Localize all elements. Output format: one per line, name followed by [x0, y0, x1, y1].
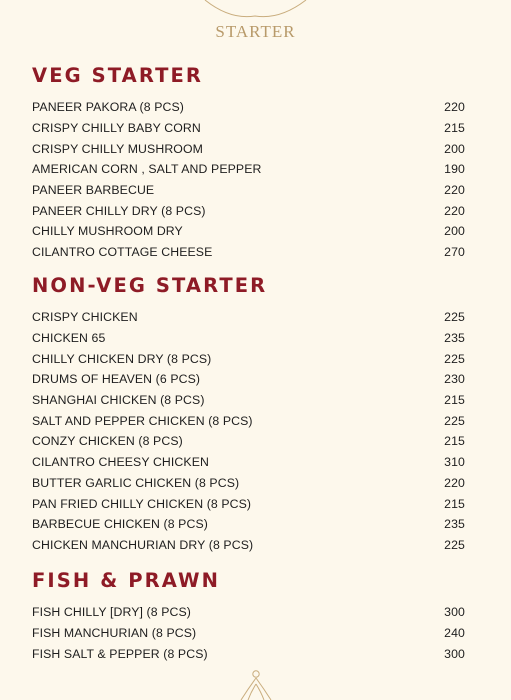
menu-item: [32, 643, 465, 664]
menu-item: [32, 242, 465, 263]
item-name: PAN FRIED CHILLY CHICKEN (8 PCS): [32, 496, 252, 511]
item-name: CILANTRO COTTAGE CHEESE: [32, 245, 213, 260]
item-name: DRUMS OF HEAVEN (6 PCS): [32, 372, 201, 387]
item-price: 215: [444, 434, 465, 449]
item-name: FISH SALT & PEPPER (8 PCS): [32, 646, 208, 661]
menu-item: [32, 493, 465, 514]
section-title: FISH & PRAWN: [32, 569, 221, 592]
item-name: FISH MANCHURIAN (8 PCS): [32, 626, 197, 641]
lotus-ornament-icon: [239, 669, 273, 700]
item-price: 240: [444, 626, 465, 641]
item-name: CRISPY CHILLY MUSHROOM: [32, 141, 203, 156]
item-name: CHILLY MUSHROOM DRY: [32, 224, 183, 239]
item-price: 310: [444, 455, 465, 470]
item-name: PANEER CHILLY DRY (8 PCS): [32, 203, 206, 218]
menu-item: [32, 180, 465, 201]
menu-item: [32, 221, 465, 242]
item-name: PANEER BARBECUE: [32, 183, 155, 198]
item-price: 220: [444, 203, 465, 218]
item-name: SHANGHAI CHICKEN (8 PCS): [32, 393, 205, 408]
item-price: 220: [444, 100, 465, 115]
section-fish-prawn: [32, 566, 465, 664]
item-price: 225: [444, 537, 465, 552]
item-name: CONZY CHICKEN (8 PCS): [32, 434, 183, 449]
item-price: 200: [444, 224, 465, 239]
item-name: SALT AND PEPPER CHICKEN (8 PCS): [32, 413, 253, 428]
item-price: 235: [444, 517, 465, 532]
item-price: 215: [444, 496, 465, 511]
item-price: 235: [444, 331, 465, 346]
section-title: VEG STARTER: [32, 64, 204, 87]
menu-item: [32, 348, 465, 369]
item-price: 225: [444, 310, 465, 325]
item-price: 190: [444, 162, 465, 177]
section-non-veg-starter: [32, 271, 465, 555]
item-price: 300: [444, 646, 465, 661]
menu-item: [32, 328, 465, 349]
item-price: 220: [444, 183, 465, 198]
menu-item: [32, 431, 465, 452]
item-name: BARBECUE CHICKEN (8 PCS): [32, 517, 208, 532]
menu-item: [32, 97, 465, 118]
menu-item: [32, 473, 465, 494]
section-veg-starter: [32, 61, 465, 263]
item-name: BUTTER GARLIC CHICKEN (8 PCS): [32, 475, 240, 490]
menu-item: [32, 307, 465, 328]
menu-item: [32, 369, 465, 390]
menu-item: [32, 118, 465, 139]
item-price: 230: [444, 372, 465, 387]
menu-item: [32, 410, 465, 431]
item-price: 300: [444, 605, 465, 620]
item-price: 200: [444, 141, 465, 156]
menu-item: [32, 390, 465, 411]
page-title: STARTER: [215, 22, 296, 41]
item-name: FISH CHILLY [DRY] (8 PCS): [32, 605, 191, 620]
item-name: CHICKEN 65: [32, 331, 106, 346]
menu-item: [32, 602, 465, 623]
item-price: 225: [444, 413, 465, 428]
item-price: 220: [444, 475, 465, 490]
item-name: AMERICAN CORN , SALT AND PEPPER: [32, 162, 262, 177]
menu-item: [32, 159, 465, 180]
menu-item: [32, 200, 465, 221]
item-price: 215: [444, 393, 465, 408]
menu-item: [32, 514, 465, 535]
item-name: CRISPY CHILLY BABY CORN: [32, 121, 201, 136]
curved-ornament-icon: [0, 0, 511, 22]
menu-item: [32, 452, 465, 473]
item-price: 215: [444, 121, 465, 136]
item-name: CILANTRO CHEESY CHICKEN: [32, 455, 209, 470]
section-title: NON-VEG STARTER: [32, 274, 268, 297]
item-name: PANEER PAKORA (8 PCS): [32, 100, 184, 115]
item-price: 270: [444, 245, 465, 260]
item-price: 225: [444, 351, 465, 366]
menu-item: [32, 623, 465, 644]
menu-item: [32, 138, 465, 159]
item-name: CHILLY CHICKEN DRY (8 PCS): [32, 351, 212, 366]
menu-item: [32, 535, 465, 556]
item-name: CRISPY CHICKEN: [32, 310, 138, 325]
item-name: CHICKEN MANCHURIAN DRY (8 PCS): [32, 537, 254, 552]
